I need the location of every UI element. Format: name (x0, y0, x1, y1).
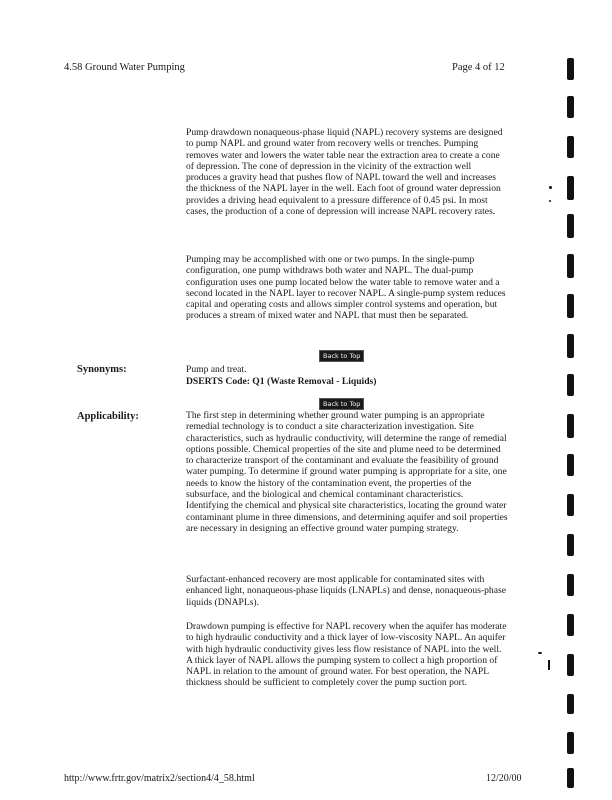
scan-mark (567, 454, 574, 476)
scan-mark (567, 768, 574, 788)
applicability-paragraph-2: Surfactant-enhanced recovery are most applicable for contaminated sites with enhanced light, nonaqueous-phase liquids (LNAPLs) and dense, nonaqueous-phase liquids (DNAPLs). (186, 574, 506, 608)
scan-mark (567, 574, 574, 596)
synonyms-label: Synonyms: (77, 364, 127, 375)
dserts-code: DSERTS Code: Q1 (Waste Removal - Liquids) (186, 376, 377, 387)
page-number: Page 4 of 12 (452, 62, 505, 73)
scan-mark (567, 294, 574, 318)
scan-mark (567, 414, 574, 438)
scan-mark (567, 58, 574, 80)
scan-mark (567, 176, 574, 200)
scan-mark (567, 534, 574, 556)
applicability-paragraph-1: The first step in determining whether ground water pumping is an appropriate remedial technology is to conduct a site characterization investigation. Site characteristics, such as hydraulic conductivity, will determine the range of remedial options possible. Chemical properties of the site and plume need to be determined to characterize transport of the contaminant and evaluate the feasibility of ground water pumping. To determine if ground water pumping is appropriate for a site, one needs to know the history of the contamination event, the properties of the subsurface, and the biological and chemical contaminant characteristics. Identifying the chemical and physical site characteristics, locating the ground water contaminant plume in three dimensions, and determining aquifer and soil properties are necessary in designing an effective ground water pumping strategy. (186, 410, 508, 534)
footer-date: 12/20/00 (486, 773, 522, 784)
synonyms-text: Pump and treat. (186, 364, 247, 375)
scan-mark (567, 694, 574, 714)
scan-mark (567, 732, 574, 754)
scan-mark (567, 136, 574, 158)
applicability-label: Applicability: (77, 411, 139, 422)
back-to-top-button[interactable]: Back to Top (319, 350, 364, 362)
scan-mark (567, 214, 574, 238)
scan-mark (567, 654, 574, 676)
scan-mark (567, 254, 574, 278)
scan-mark (567, 96, 574, 118)
scan-mark (567, 494, 574, 516)
scan-speck (538, 652, 542, 654)
scan-mark (567, 334, 574, 358)
header-title: 4.58 Ground Water Pumping (64, 62, 185, 73)
scan-mark (567, 374, 574, 396)
scan-speck (549, 200, 551, 202)
scan-mark (567, 614, 574, 636)
back-to-top-button-2[interactable]: Back to Top (319, 398, 364, 410)
description-paragraph-2: Pumping may be accomplished with one or two pumps. In the single-pump configuration, one pump withdraws both water and NAPL. The dual-pump configuration uses one pump located below the water table to remove water and a second located in the NAPL layer to recover NAPL. A single-pump system reduces capital and operating costs and allows simpler control systems and operation, but produces a stream of mixed water and NAPL that must then be separated. (186, 254, 506, 322)
applicability-paragraph-3: Drawdown pumping is effective for NAPL recovery when the aquifer has moderate to high hydraulic conductivity and a thick layer of low-viscosity NAPL. An aquifer with high hydraulic conductivity gives less flow resistance of NAPL into the well. A thick layer of NAPL allows the pumping system to collect a high proportion of NAPL in relation to the amount of ground water. For best operation, the NAPL thickness should be sufficient to completely cover the pump suction port. (186, 621, 507, 689)
description-paragraph-1: Pump drawdown nonaqueous-phase liquid (NAPL) recovery systems are designed to pump NAPL and ground water from recovery wells or trenches. Pumping removes water and lowers the water table near the extraction area to create a cone of depression. The cone of depression in the vicinity of the extraction well produces a gravity head that pushes flow of NAPL toward the well and increases the thickness of the NAPL layer in the well. Each foot of ground water depression provides a driving head equivalent to a pressure difference of 0.45 psi. In most cases, the production of a cone of depression will increase NAPL recovery rates. (186, 127, 503, 218)
footer-url: http://www.frtr.gov/matrix2/section4/4_58.html (64, 773, 255, 784)
scan-speck (548, 660, 550, 670)
scan-speck (549, 186, 552, 189)
